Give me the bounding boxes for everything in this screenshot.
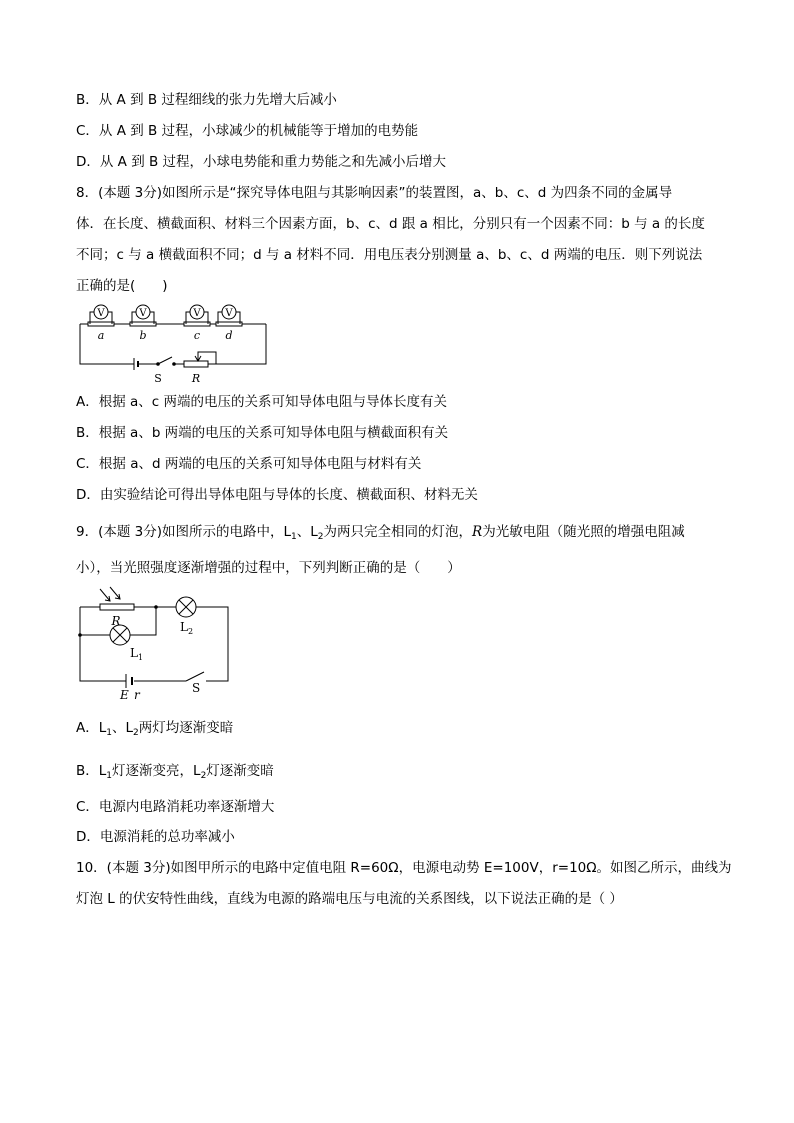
q8-option-d: D．由实验结论可得出导体电阻与导体的长度、横截面积、材料无关 xyxy=(76,487,478,503)
q10-stem-line-2: 灯泡 L 的伏安特性曲线，直线为电源的路端电压与电流的关系图线，以下说法正确的是（ ） xyxy=(76,891,623,907)
switch-label: S xyxy=(192,681,201,695)
emf-label: E xyxy=(120,688,129,702)
q8-option-c: C．根据 a、d 两端的电压的关系可知导体电阻与材料有关 xyxy=(76,456,422,472)
conductor-label-d: d xyxy=(225,329,233,342)
q7-option-b: B．从 A 到 B 过程细线的张力先增大后减小 xyxy=(76,92,337,108)
q8-stem-line-1: 8．(本题 3分)如图所示是“探究导体电阻与其影响因素”的装置图，a、b、c、d 为四条不同的金属导 xyxy=(76,185,673,201)
q9-stem-line-2: 小），当光照强度逐渐增强的过程中，下列判断正确的是（ ） xyxy=(76,560,461,576)
voltmeter-d xyxy=(222,305,236,319)
q9-option-b: B．$L_1$灯逐渐变亮，$L_2$灯逐渐变暗 xyxy=(76,763,274,781)
q8-stem-line-4: 正确的是( ) xyxy=(76,278,168,294)
svg-text:V: V xyxy=(193,308,201,319)
q9-option-a: A．$L_1$、$L_2$两灯均逐渐变暗 xyxy=(76,720,234,738)
svg-text:V: V xyxy=(139,308,147,319)
q8-circuit-figure xyxy=(70,298,280,388)
internal-resistance-label: r xyxy=(134,688,140,702)
q8-stem-line-3: 不同；c 与 a 横截面积不同；d 与 a 材料不同．用电压表分别测量 a、b、c、d 两端的电压．则下列说法 xyxy=(76,247,703,263)
q10-stem-line-1: 10．(本题 3分)如图甲所示的电路中定值电阻 R=60Ω，电源电动势 E=100V，r=10Ω。如图乙所示，曲线为 xyxy=(76,860,732,876)
switch-label: S xyxy=(154,372,162,385)
q8-option-b: B．根据 a、b 两端的电压的关系可知导体电阻与横截面积有关 xyxy=(76,425,449,441)
lamp-l1 xyxy=(110,625,130,645)
q7-option-c: C．从 A 到 B 过程，小球减少的机械能等于增加的电势能 xyxy=(76,123,419,139)
conductor-label-a: a xyxy=(97,329,105,342)
rheostat-label: R xyxy=(191,372,201,385)
lamp-l2 xyxy=(176,597,196,617)
q7-option-d: D．从 A 到 B 过程，小球电势能和重力势能之和先减小后增大 xyxy=(76,154,447,170)
svg-text:V: V xyxy=(97,308,105,319)
photoresistor-label: R xyxy=(111,614,121,628)
q9-circuit-figure xyxy=(76,585,236,700)
lamp-l1-label: $L_1$ xyxy=(130,646,144,662)
voltmeter-c xyxy=(190,305,204,319)
lamp-l2-label: $L_2$ xyxy=(180,620,194,636)
q8-option-a: A．根据 a、c 两端的电压的关系可知导体电阻与导体长度有关 xyxy=(76,394,448,410)
voltmeter-b xyxy=(136,305,150,319)
svg-text:V: V xyxy=(225,308,233,319)
conductor-label-c: c xyxy=(193,329,201,342)
voltmeter-a xyxy=(94,305,108,319)
q9-stem-line-1: 9．(本题 3分)如图所示的电路中，$L_1$、$L_2$为两只完全相同的灯泡，R为光敏电阻（随光照的增强电阻减 xyxy=(76,524,685,542)
q8-stem-line-2: 体．在长度、横截面积、材料三个因素方面，b、c、d 跟 a 相比，分别只有一个因素不同：b 与 a 的长度 xyxy=(76,216,705,232)
q9-option-c: C．电源内电路消耗功率逐渐增大 xyxy=(76,799,275,815)
conductor-label-b: b xyxy=(139,329,147,342)
q9-option-d: D．电源消耗的总功率减小 xyxy=(76,829,235,845)
